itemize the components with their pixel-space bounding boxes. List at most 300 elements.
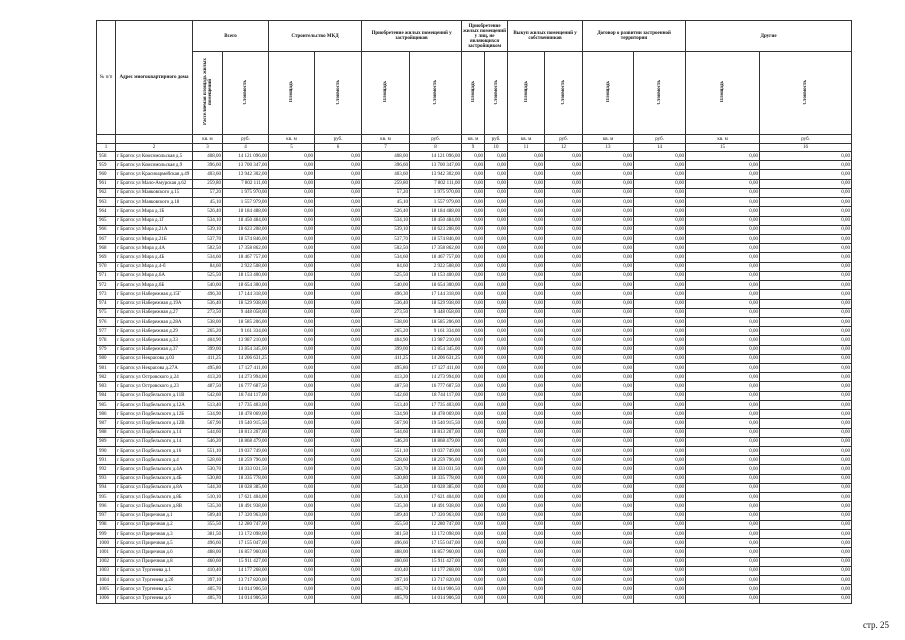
table-row — [97, 548, 852, 557]
row-area-developer: 404,90 — [362, 336, 410, 345]
row-zero-cell: 0,00 — [760, 225, 852, 234]
row-address: г Братск ул Подбельского д.11В — [116, 391, 193, 400]
row-area-total: 502,50 — [193, 244, 223, 253]
row-zero-cell: 0,00 — [760, 308, 852, 317]
row-zero-cell: 0,00 — [686, 271, 760, 280]
row-zero-cell: 0,00 — [545, 207, 583, 216]
row-zero-cell: 0,00 — [485, 262, 508, 271]
table-row — [97, 373, 852, 382]
row-zero-cell: 0,00 — [634, 585, 686, 594]
row-zero-cell: 0,00 — [508, 152, 545, 161]
row-area-construction: 0,00 — [269, 529, 315, 538]
row-zero-cell: 0,00 — [634, 179, 686, 188]
row-zero-cell: 0,00 — [634, 373, 686, 382]
row-address: г Братск ул Островского д.23 — [116, 382, 193, 391]
row-area-construction: 0,00 — [269, 216, 315, 225]
row-zero-cell: 0,00 — [485, 493, 508, 502]
row-zero-cell: 0,00 — [545, 511, 583, 520]
row-address: г Братск ул Мира д.6Б — [116, 281, 193, 290]
row-zero-cell: 0,00 — [508, 299, 545, 308]
row-area-total: 411,25 — [193, 354, 223, 363]
row-cost-total: 13 942 302,00 — [223, 170, 269, 179]
row-zero-cell: 0,00 — [634, 529, 686, 538]
row-cost-construction: 0,00 — [315, 585, 362, 594]
row-area-total: 265,20 — [193, 327, 223, 336]
row-zero-cell: 0,00 — [508, 364, 545, 373]
unit-money: руб. — [410, 135, 462, 144]
row-zero-cell: 0,00 — [686, 281, 760, 290]
row-address: г Братск ул Мира д.1Б — [116, 207, 193, 216]
table-row — [97, 207, 852, 216]
row-zero-cell: 0,00 — [686, 548, 760, 557]
row-zero-cell: 0,00 — [462, 225, 485, 234]
row-number: 960 — [97, 170, 116, 179]
table-row — [97, 345, 852, 354]
row-zero-cell: 0,00 — [508, 271, 545, 280]
row-number: 984 — [97, 391, 116, 400]
row-address: г Братск ул Некрасова д.27А — [116, 364, 193, 373]
row-zero-cell: 0,00 — [583, 594, 634, 603]
row-area-construction: 0,00 — [269, 447, 315, 456]
row-zero-cell: 0,00 — [760, 161, 852, 170]
row-zero-cell: 0,00 — [760, 437, 852, 446]
row-area-total: 396,60 — [193, 161, 223, 170]
row-address: г Братск ул Подбельского д.14 — [116, 428, 193, 437]
row-cost-developer: 14 273 994,00 — [410, 373, 462, 382]
row-area-total: 537,70 — [193, 234, 223, 243]
row-address: г Братск ул Подбельского д.4 — [116, 456, 193, 465]
row-area-construction: 0,00 — [269, 585, 315, 594]
row-zero-cell: 0,00 — [508, 520, 545, 529]
row-cost-developer: 18 467 757,00 — [410, 253, 462, 262]
row-cost-total: 18 813 207,00 — [223, 428, 269, 437]
row-area-construction: 0,00 — [269, 281, 315, 290]
row-number: 1003 — [97, 566, 116, 575]
row-area-total: 381,50 — [193, 529, 223, 538]
row-zero-cell: 0,00 — [760, 548, 852, 557]
row-zero-cell: 0,00 — [485, 474, 508, 483]
row-address: г Братск ул Набережная д.27 — [116, 308, 193, 317]
row-number: 997 — [97, 511, 116, 520]
row-zero-cell: 0,00 — [462, 179, 485, 188]
row-zero-cell: 0,00 — [686, 207, 760, 216]
row-address: г Братск ул Мира д.4-б — [116, 262, 193, 271]
header-cost: Стоимость — [410, 52, 462, 135]
row-cost-construction: 0,00 — [315, 170, 362, 179]
row-cost-total: 14 121 096,00 — [223, 152, 269, 161]
table-row — [97, 447, 852, 456]
header-cost: Стоимость — [485, 52, 508, 135]
row-cost-construction: 0,00 — [315, 281, 362, 290]
row-zero-cell: 0,00 — [634, 152, 686, 161]
row-area-total: 544,60 — [193, 428, 223, 437]
row-zero-cell: 0,00 — [462, 262, 485, 271]
table-row — [97, 281, 852, 290]
row-zero-cell: 0,00 — [583, 299, 634, 308]
row-area-total: 273,50 — [193, 308, 223, 317]
row-zero-cell: 0,00 — [545, 410, 583, 419]
row-address: г Братск ул Набережная д.19А — [116, 299, 193, 308]
row-number: 974 — [97, 299, 116, 308]
row-zero-cell: 0,00 — [462, 594, 485, 603]
row-area-construction: 0,00 — [269, 354, 315, 363]
row-zero-cell: 0,00 — [545, 493, 583, 502]
row-address: г Братск ул Мира д.4А — [116, 244, 193, 253]
row-zero-cell: 0,00 — [545, 483, 583, 492]
row-cost-developer: 18 491 938,00 — [410, 502, 462, 511]
row-area-developer: 84,60 — [362, 262, 410, 271]
row-zero-cell: 0,00 — [760, 179, 852, 188]
row-address: г Братск ул Мира д.21Б — [116, 234, 193, 243]
table-row — [97, 364, 852, 373]
row-zero-cell: 0,00 — [508, 529, 545, 538]
row-cost-developer: 19 037 749,00 — [410, 447, 462, 456]
row-area-construction: 0,00 — [269, 373, 315, 382]
row-zero-cell: 0,00 — [508, 594, 545, 603]
row-zero-cell: 0,00 — [686, 308, 760, 317]
row-zero-cell: 0,00 — [508, 557, 545, 566]
row-zero-cell: 0,00 — [634, 419, 686, 428]
row-zero-cell: 0,00 — [686, 152, 760, 161]
table-row — [97, 308, 852, 317]
row-cost-total: 18 028 385,00 — [223, 483, 269, 492]
row-zero-cell: 0,00 — [508, 317, 545, 326]
row-number: 979 — [97, 345, 116, 354]
row-zero-cell: 0,00 — [760, 594, 852, 603]
row-zero-cell: 0,00 — [634, 308, 686, 317]
table-row — [97, 244, 852, 253]
row-zero-cell: 0,00 — [485, 281, 508, 290]
row-zero-cell: 0,00 — [545, 557, 583, 566]
row-address: г Братск ул Приречная д.1 — [116, 511, 193, 520]
row-cost-total: 17 144 318,00 — [223, 290, 269, 299]
row-area-developer: 534,10 — [362, 216, 410, 225]
row-area-developer: 539,10 — [362, 225, 410, 234]
row-cost-developer: 18 335 778,00 — [410, 474, 462, 483]
row-area-developer: 410,40 — [362, 566, 410, 575]
table-row — [97, 354, 852, 363]
row-zero-cell: 0,00 — [485, 400, 508, 409]
row-zero-cell: 0,00 — [760, 391, 852, 400]
row-number: 978 — [97, 336, 116, 345]
row-zero-cell: 0,00 — [545, 566, 583, 575]
table-row — [97, 483, 852, 492]
row-area-construction: 0,00 — [269, 253, 315, 262]
row-zero-cell: 0,00 — [760, 234, 852, 243]
row-number: 982 — [97, 373, 116, 382]
row-zero-cell: 0,00 — [485, 529, 508, 538]
row-cost-developer: 9 161 334,00 — [410, 327, 462, 336]
row-number: 999 — [97, 529, 116, 538]
row-cost-developer: 14 014 906,50 — [410, 594, 462, 603]
row-cost-construction: 0,00 — [315, 502, 362, 511]
row-zero-cell: 0,00 — [545, 262, 583, 271]
row-zero-cell: 0,00 — [760, 465, 852, 474]
row-cost-construction: 0,00 — [315, 336, 362, 345]
unit-area: кв. м — [462, 135, 485, 144]
row-zero-cell: 0,00 — [760, 456, 852, 465]
row-zero-cell: 0,00 — [462, 447, 485, 456]
row-zero-cell: 0,00 — [508, 585, 545, 594]
row-area-construction: 0,00 — [269, 419, 315, 428]
row-zero-cell: 0,00 — [634, 290, 686, 299]
row-zero-cell: 0,00 — [485, 419, 508, 428]
row-number: 962 — [97, 188, 116, 197]
row-zero-cell: 0,00 — [462, 428, 485, 437]
row-cost-construction: 0,00 — [315, 456, 362, 465]
row-zero-cell: 0,00 — [462, 290, 485, 299]
row-zero-cell: 0,00 — [583, 179, 634, 188]
row-cost-total: 13 987 210,00 — [223, 336, 269, 345]
row-cost-developer: 18 574 846,00 — [410, 234, 462, 243]
row-area-developer: 488,00 — [362, 548, 410, 557]
row-zero-cell: 0,00 — [686, 234, 760, 243]
row-area-construction: 0,00 — [269, 502, 315, 511]
row-zero-cell: 0,00 — [760, 419, 852, 428]
row-zero-cell: 0,00 — [462, 373, 485, 382]
row-zero-cell: 0,00 — [462, 576, 485, 585]
header-cost: Стоимость — [760, 52, 852, 135]
row-cost-developer: 1 975 970,00 — [410, 188, 462, 197]
row-zero-cell: 0,00 — [634, 262, 686, 271]
row-zero-cell: 0,00 — [462, 234, 485, 243]
row-zero-cell: 0,00 — [634, 225, 686, 234]
row-zero-cell: 0,00 — [760, 566, 852, 575]
row-area-developer: 513,40 — [362, 400, 410, 409]
row-zero-cell: 0,00 — [462, 419, 485, 428]
row-zero-cell: 0,00 — [583, 529, 634, 538]
row-zero-cell: 0,00 — [634, 474, 686, 483]
row-area-total: 534,90 — [193, 410, 223, 419]
row-number: 989 — [97, 437, 116, 446]
row-zero-cell: 0,00 — [545, 308, 583, 317]
row-zero-cell: 0,00 — [508, 566, 545, 575]
row-area-developer: 413,20 — [362, 373, 410, 382]
row-address: г Братск ул Тургенева д.5 — [116, 585, 193, 594]
row-area-construction: 0,00 — [269, 244, 315, 253]
row-cost-construction: 0,00 — [315, 188, 362, 197]
row-zero-cell: 0,00 — [686, 465, 760, 474]
row-area-developer: 542,60 — [362, 391, 410, 400]
column-number: 5 — [269, 144, 315, 152]
row-area-total: 513,40 — [193, 400, 223, 409]
row-area-total: 546,20 — [193, 437, 223, 446]
row-zero-cell: 0,00 — [760, 207, 852, 216]
row-zero-cell: 0,00 — [634, 170, 686, 179]
row-cost-construction: 0,00 — [315, 548, 362, 557]
row-zero-cell: 0,00 — [583, 483, 634, 492]
header-area: Площадь — [462, 52, 485, 135]
row-area-total: 57,20 — [193, 188, 223, 197]
row-zero-cell: 0,00 — [634, 336, 686, 345]
row-area-total: 528,60 — [193, 456, 223, 465]
row-zero-cell: 0,00 — [686, 539, 760, 548]
row-cost-developer: 12 280 747,00 — [410, 520, 462, 529]
row-number: 1005 — [97, 585, 116, 594]
row-address: г Братск ул Тургенева д.2б — [116, 576, 193, 585]
row-zero-cell: 0,00 — [485, 308, 508, 317]
row-zero-cell: 0,00 — [462, 400, 485, 409]
row-cost-construction: 0,00 — [315, 317, 362, 326]
row-cost-developer: 13 700 347,00 — [410, 161, 462, 170]
row-zero-cell: 0,00 — [583, 474, 634, 483]
row-zero-cell: 0,00 — [634, 216, 686, 225]
row-cost-developer: 17 621 404,00 — [410, 493, 462, 502]
row-number: 1001 — [97, 548, 116, 557]
row-cost-total: 17 155 047,00 — [223, 539, 269, 548]
row-area-total: 496,30 — [193, 290, 223, 299]
row-zero-cell: 0,00 — [485, 437, 508, 446]
row-zero-cell: 0,00 — [462, 539, 485, 548]
row-cost-developer: 13 854 345,00 — [410, 345, 462, 354]
row-zero-cell: 0,00 — [545, 465, 583, 474]
row-zero-cell: 0,00 — [634, 382, 686, 391]
row-zero-cell: 0,00 — [583, 566, 634, 575]
row-zero-cell: 0,00 — [485, 447, 508, 456]
row-cost-total: 2 922 508,00 — [223, 262, 269, 271]
row-area-developer: 496,60 — [362, 539, 410, 548]
row-zero-cell: 0,00 — [760, 576, 852, 585]
header-cost: Стоимость — [634, 52, 686, 135]
row-zero-cell: 0,00 — [686, 179, 760, 188]
row-area-developer: 381,50 — [362, 529, 410, 538]
row-cost-developer: 18 585 206,00 — [410, 317, 462, 326]
row-cost-construction: 0,00 — [315, 566, 362, 575]
table-row — [97, 336, 852, 345]
column-number: 10 — [485, 144, 508, 152]
row-zero-cell: 0,00 — [462, 474, 485, 483]
row-number: 969 — [97, 253, 116, 262]
row-cost-construction: 0,00 — [315, 465, 362, 474]
row-zero-cell: 0,00 — [634, 207, 686, 216]
row-zero-cell: 0,00 — [462, 483, 485, 492]
row-cost-total: 18 467 757,00 — [223, 253, 269, 262]
row-address: г Братск ул Красноармейская д.49 — [116, 170, 193, 179]
row-area-construction: 0,00 — [269, 474, 315, 483]
header-group-non-developer: Приобретение жилых помещений у лиц, не являющихся застройщиком — [462, 21, 508, 52]
row-area-developer: 57,20 — [362, 188, 410, 197]
row-zero-cell: 0,00 — [634, 253, 686, 262]
row-zero-cell: 0,00 — [508, 225, 545, 234]
row-zero-cell: 0,00 — [634, 465, 686, 474]
column-number: 12 — [545, 144, 583, 152]
row-area-total: 496,60 — [193, 539, 223, 548]
row-zero-cell: 0,00 — [545, 548, 583, 557]
row-cost-construction: 0,00 — [315, 447, 362, 456]
row-number: 959 — [97, 161, 116, 170]
unit-money: руб. — [760, 135, 852, 144]
row-zero-cell: 0,00 — [485, 594, 508, 603]
row-zero-cell: 0,00 — [508, 327, 545, 336]
row-address: г Братск ул Набережная д.37 — [116, 345, 193, 354]
row-zero-cell: 0,00 — [545, 529, 583, 538]
row-zero-cell: 0,00 — [686, 520, 760, 529]
row-zero-cell: 0,00 — [508, 400, 545, 409]
row-cost-total: 18 623 208,00 — [223, 225, 269, 234]
row-area-construction: 0,00 — [269, 299, 315, 308]
row-zero-cell: 0,00 — [583, 364, 634, 373]
row-zero-cell: 0,00 — [545, 152, 583, 161]
row-cost-developer: 18 478 069,00 — [410, 410, 462, 419]
row-address: г Братск ул Набережная д.29 — [116, 327, 193, 336]
row-area-construction: 0,00 — [269, 557, 315, 566]
row-zero-cell: 0,00 — [485, 299, 508, 308]
row-number: 1006 — [97, 594, 116, 603]
row-area-construction: 0,00 — [269, 364, 315, 373]
row-number: 966 — [97, 225, 116, 234]
row-zero-cell: 0,00 — [462, 585, 485, 594]
row-area-developer: 403,60 — [362, 170, 410, 179]
row-zero-cell: 0,00 — [760, 382, 852, 391]
row-zero-cell: 0,00 — [485, 188, 508, 197]
row-zero-cell: 0,00 — [485, 225, 508, 234]
row-zero-cell: 0,00 — [760, 364, 852, 373]
row-zero-cell: 0,00 — [634, 576, 686, 585]
row-cost-developer: 13 172 098,00 — [410, 529, 462, 538]
row-area-construction: 0,00 — [269, 179, 315, 188]
row-number: 967 — [97, 234, 116, 243]
row-area-developer: 536,40 — [362, 299, 410, 308]
row-zero-cell: 0,00 — [485, 290, 508, 299]
row-cost-total: 18 585 206,00 — [223, 317, 269, 326]
row-number: 975 — [97, 308, 116, 317]
row-zero-cell: 0,00 — [485, 410, 508, 419]
row-zero-cell: 0,00 — [634, 447, 686, 456]
row-cost-construction: 0,00 — [315, 520, 362, 529]
table-row — [97, 391, 852, 400]
row-cost-construction: 0,00 — [315, 207, 362, 216]
row-zero-cell: 0,00 — [545, 179, 583, 188]
row-area-construction: 0,00 — [269, 493, 315, 502]
unit-money: руб. — [545, 135, 583, 144]
row-area-total: 408,00 — [193, 152, 223, 161]
housing-table — [96, 20, 852, 604]
row-cost-developer: 14 177 268,00 — [410, 566, 462, 575]
column-number: 16 — [760, 144, 852, 152]
row-zero-cell: 0,00 — [634, 502, 686, 511]
row-zero-cell: 0,00 — [545, 594, 583, 603]
row-cost-developer: 13 942 302,00 — [410, 170, 462, 179]
row-zero-cell: 0,00 — [686, 170, 760, 179]
header-group-buyout: Выкуп жилых помещений у собственников — [508, 21, 583, 52]
table-row — [97, 419, 852, 428]
row-zero-cell: 0,00 — [462, 557, 485, 566]
row-cost-developer: 17 155 047,00 — [410, 539, 462, 548]
row-zero-cell: 0,00 — [760, 557, 852, 566]
row-number: 963 — [97, 198, 116, 207]
row-zero-cell: 0,00 — [686, 493, 760, 502]
row-address: г Братск ул Комсомольская д.9 — [116, 161, 193, 170]
row-zero-cell: 0,00 — [634, 244, 686, 253]
table-row — [97, 566, 852, 575]
row-zero-cell: 0,00 — [760, 345, 852, 354]
row-zero-cell: 0,00 — [545, 354, 583, 363]
row-zero-cell: 0,00 — [508, 410, 545, 419]
row-zero-cell: 0,00 — [462, 364, 485, 373]
row-zero-cell: 0,00 — [686, 474, 760, 483]
row-zero-cell: 0,00 — [545, 520, 583, 529]
row-area-construction: 0,00 — [269, 437, 315, 446]
row-cost-construction: 0,00 — [315, 511, 362, 520]
row-area-developer: 397,10 — [362, 576, 410, 585]
row-address: г Братск ул Подбельского д.8А — [116, 483, 193, 492]
row-zero-cell: 0,00 — [760, 299, 852, 308]
row-address: г Братск ул Тургенева д.1 — [116, 566, 193, 575]
row-area-developer: 411,25 — [362, 354, 410, 363]
unit-area: кв. м — [508, 135, 545, 144]
row-number: 964 — [97, 207, 116, 216]
row-zero-cell: 0,00 — [462, 308, 485, 317]
